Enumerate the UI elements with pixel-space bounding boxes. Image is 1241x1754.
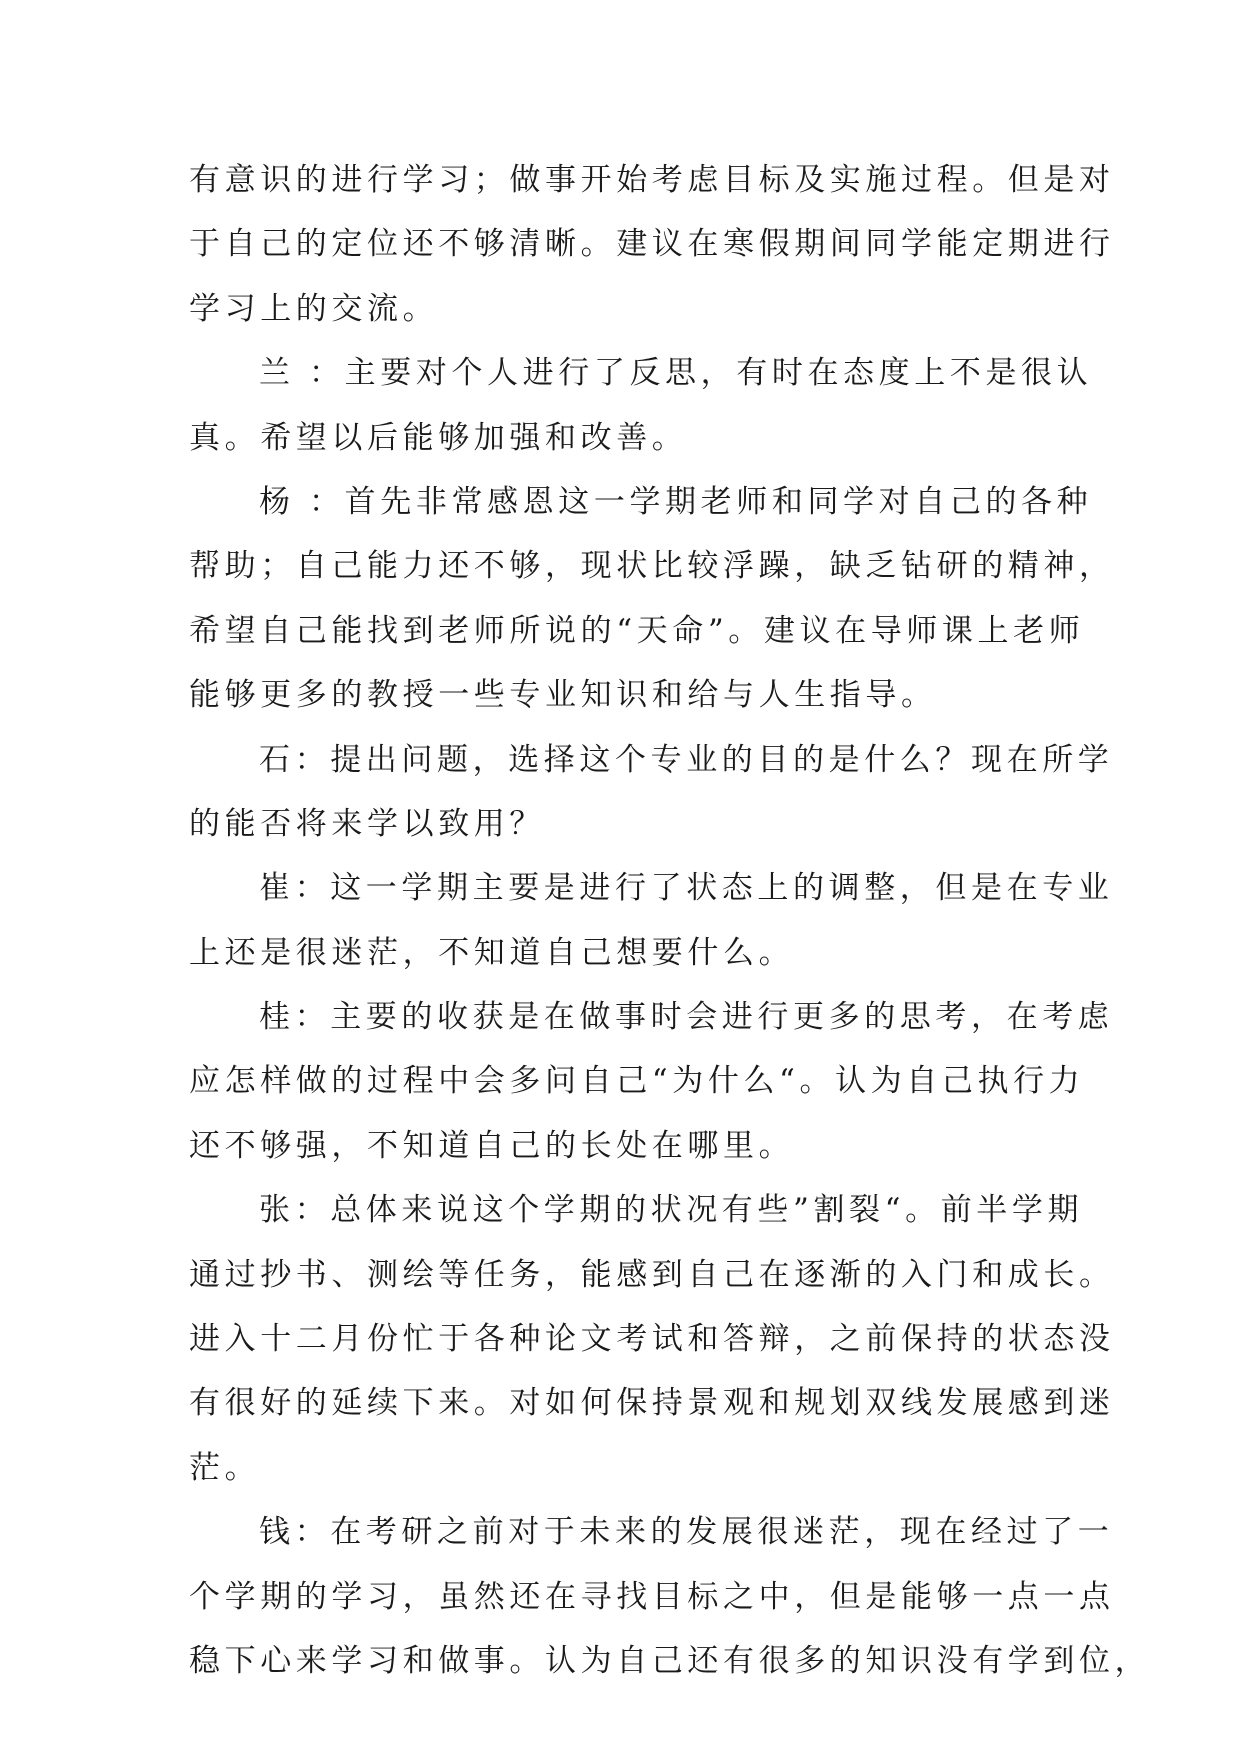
text-line: 希望自己能找到老师所说的“天命”。建议在导师课上老师 <box>189 612 1085 649</box>
text-line: 学习上的交流。 <box>189 290 439 327</box>
text-line: 应怎样做的过程中会多问自己“为什么“。认为自己执行力 <box>189 1063 1085 1100</box>
document-body <box>189 148 1151 1693</box>
text-line: 还不够强，不知道自己的长处在哪里。 <box>189 1127 795 1164</box>
text-line: 茫。 <box>189 1449 261 1486</box>
paragraph-start-line: 张：总体来说这个学期的状况有些”割裂“。前半学期 <box>259 1192 1084 1229</box>
paragraph-start-line: 石：提出问题，选择这个专业的目的是什么？现在所学 <box>259 741 1114 778</box>
paragraph-start-line: 杨 ：首先非常感恩这一学期老师和同学对自己的各种 <box>259 483 1093 520</box>
paragraph-start-line: 桂：主要的收获是在做事时会进行更多的思考，在考虑 <box>259 999 1114 1036</box>
text-line: 真。希望以后能够加强和改善。 <box>189 419 688 456</box>
text-line: 进入十二月份忙于各种论文考试和答辩，之前保持的状态没 <box>189 1321 1115 1358</box>
text-line: 能够更多的教授一些专业知识和给与人生指导。 <box>189 677 937 714</box>
paragraph-start-line: 钱：在考研之前对于未来的发展很迷茫，现在经过了一 <box>259 1514 1114 1551</box>
text-line: 的能否将来学以致用？ <box>189 805 545 842</box>
paragraph-start-line: 兰 ：主要对个人进行了反思，有时在态度上不是很认 <box>259 355 1093 392</box>
paragraph-start-line: 崔：这一学期主要是进行了状态上的调整，但是在专业 <box>259 870 1114 907</box>
text-line: 帮助；自己能力还不够，现状比较浮躁，缺乏钻研的精神， <box>189 548 1115 585</box>
text-line: 个学期的学习，虽然还在寻找目标之中，但是能够一点一点 <box>189 1578 1115 1615</box>
text-line: 于自己的定位还不够清晰。建议在寒假期间同学能定期进行 <box>189 226 1115 263</box>
text-line: 上还是很迷茫，不知道自己想要什么。 <box>189 934 795 971</box>
text-line: 通过抄书、测绘等任务，能感到自己在逐渐的入门和成长。 <box>189 1256 1115 1293</box>
text-line: 有很好的延续下来。对如何保持景观和规划双线发展感到迷 <box>189 1385 1115 1422</box>
text-line: 稳下心来学习和做事。认为自己还有很多的知识没有学到位， <box>189 1642 1151 1679</box>
text-line: 有意识的进行学习；做事开始考虑目标及实施过程。但是对 <box>189 162 1115 198</box>
